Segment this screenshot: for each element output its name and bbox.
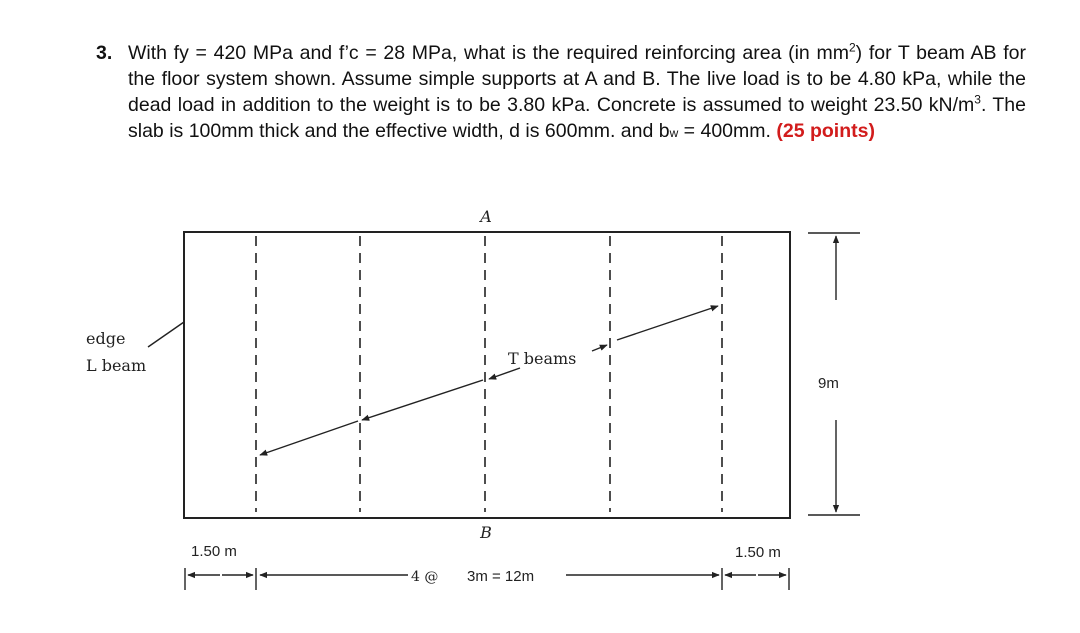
leader-arrow-1: [260, 421, 358, 455]
leader-arrow-2: [362, 380, 483, 420]
edge-label-line1: edge: [86, 329, 126, 348]
problem-text-b: ) for T beam AB for the floor system shown. Assume simple supports at A and B. The live load is to be 4.80 kPa, while the dead load in addition to the weight is to be 3.80 kPa. Concrete is assumed to weight 23.50 kN/m: [128, 42, 1026, 116]
height-dimension: 9m: [818, 375, 839, 392]
left-overhang-label: 1.50 m: [191, 543, 237, 560]
problem-number: 3.: [96, 42, 113, 64]
span-label: 3m = 12m: [467, 568, 535, 585]
leader-arrow-3: [489, 368, 520, 379]
slab-outline: [184, 232, 790, 518]
label-b: B: [480, 523, 492, 542]
volume-exponent: 3: [974, 92, 981, 107]
bw-subscript: w: [669, 126, 679, 140]
area-exponent: 2: [848, 40, 856, 55]
right-overhang-label: 1.50 m: [735, 544, 781, 561]
span-prefix: 4 @: [411, 569, 439, 585]
problem-text-a: With fy = 420 MPa and f’c = 28 MPa, what is the required reinforcing area (in mm: [128, 42, 849, 64]
edge-label-line2: L beam: [86, 356, 147, 375]
leader-arrow-4: [592, 345, 607, 351]
edge-beam-leader: [148, 322, 184, 347]
problem-text-d: = 400mm.: [678, 120, 777, 142]
leader-arrow-5: [617, 306, 718, 340]
points-label: (25 points): [776, 120, 875, 142]
label-a: A: [480, 207, 492, 226]
problem-text-c: . The slab is 100mm thick and the effective width, d is 600mm. and b: [128, 94, 1026, 142]
t-beams-label: T beams: [508, 349, 577, 368]
